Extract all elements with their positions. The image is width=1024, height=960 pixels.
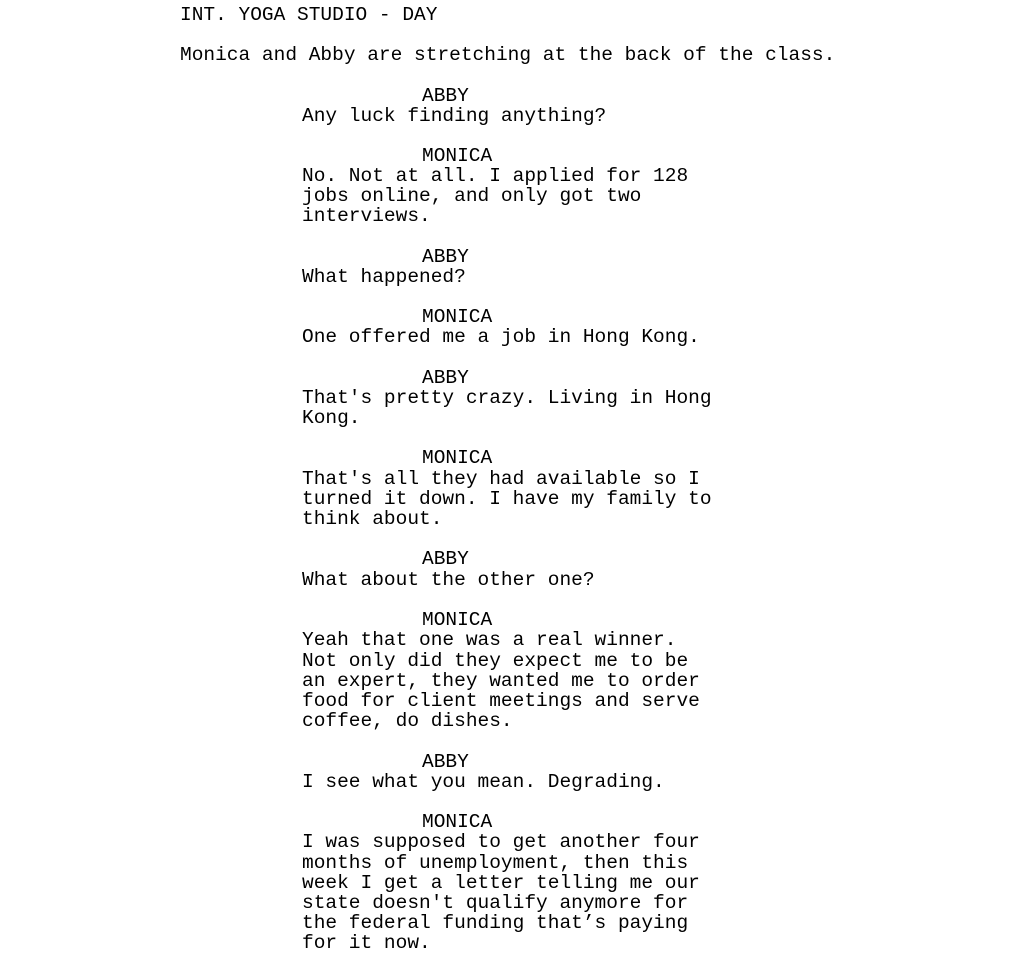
scene-heading: INT. YOGA STUDIO - DAY xyxy=(180,4,438,26)
dialogue-line: That's all they had available so I xyxy=(302,468,700,490)
character-name: ABBY xyxy=(422,246,469,268)
dialogue-line: food for client meetings and serve xyxy=(302,690,700,712)
dialogue-line: What about the other one? xyxy=(302,569,595,591)
character-name: MONICA xyxy=(422,609,493,631)
character-name: MONICA xyxy=(422,447,493,469)
dialogue-line: I was supposed to get another four xyxy=(302,831,700,853)
character-name: MONICA xyxy=(422,306,493,328)
dialogue-line: months of unemployment, then this xyxy=(302,852,689,874)
dialogue-line: Any luck finding anything? xyxy=(302,105,607,127)
dialogue-line: coffee, do dishes. xyxy=(302,710,513,732)
dialogue-line: think about. xyxy=(302,508,443,530)
dialogue-line: week I get a letter telling me our xyxy=(302,872,700,894)
dialogue-line: Not only did they expect me to be xyxy=(302,650,689,672)
character-name: ABBY xyxy=(422,751,469,773)
dialogue-line: Kong. xyxy=(302,407,361,429)
dialogue-line: an expert, they wanted me to order xyxy=(302,670,700,692)
dialogue-line: turned it down. I have my family to xyxy=(302,488,712,510)
dialogue-line: interviews. xyxy=(302,205,431,227)
action-line: Monica and Abby are stretching at the back of the class. xyxy=(180,44,836,66)
character-name: MONICA xyxy=(422,145,493,167)
dialogue-line: What happened? xyxy=(302,266,466,288)
character-name: ABBY xyxy=(422,367,469,389)
dialogue-line: No. Not at all. I applied for 128 xyxy=(302,165,689,187)
character-name: ABBY xyxy=(422,85,469,107)
dialogue-line: Yeah that one was a real winner. xyxy=(302,629,677,651)
dialogue-line: the federal funding that’s paying xyxy=(302,912,689,934)
dialogue-line: jobs online, and only got two xyxy=(302,185,642,207)
character-name: ABBY xyxy=(422,548,469,570)
dialogue-line: for it now. xyxy=(302,932,431,954)
character-name: MONICA xyxy=(422,811,493,833)
dialogue-line: That's pretty crazy. Living in Hong xyxy=(302,387,712,409)
dialogue-line: state doesn't qualify anymore for xyxy=(302,892,689,914)
dialogue-line: I see what you mean. Degrading. xyxy=(302,771,665,793)
dialogue-line: One offered me a job in Hong Kong. xyxy=(302,326,700,348)
